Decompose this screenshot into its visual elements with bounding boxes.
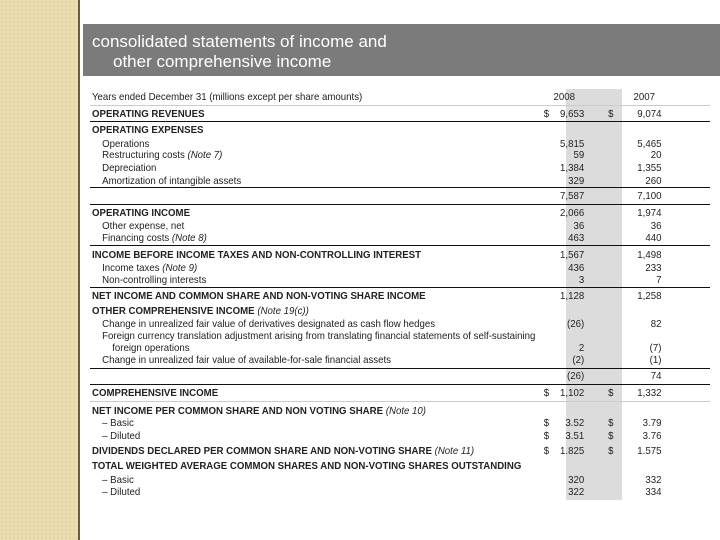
row-label-text: Financing costs <box>102 232 170 244</box>
row-label-text: foreign operations <box>112 342 190 354</box>
table-row <box>92 305 662 318</box>
title-line-1: consolidated statements of income and <box>92 32 387 51</box>
table-row <box>92 290 662 303</box>
value-2008: 5,815 <box>560 138 585 150</box>
value-2007: 1,258 <box>637 290 662 302</box>
row-label-text: Non-controlling interests <box>102 274 207 286</box>
value-2007: 9,074 <box>637 108 662 120</box>
row-label <box>92 290 426 303</box>
table-row <box>92 387 662 400</box>
table-row <box>92 232 662 245</box>
row-label-text: NET INCOME PER COMMON SHARE AND NON VOTING SHARE <box>92 405 384 417</box>
note-reference: (Note 9) <box>162 262 198 274</box>
rule-line <box>90 245 710 246</box>
row-label <box>102 430 140 443</box>
row-label <box>102 354 391 367</box>
row-label <box>102 162 156 175</box>
currency-2007: $ <box>608 387 614 399</box>
rule-line <box>90 204 710 205</box>
value-2008: 3.52 <box>565 417 585 429</box>
value-2007: 332 <box>645 474 662 486</box>
row-label-text: OTHER COMPREHENSIVE INCOME <box>92 305 255 317</box>
value-2008: (26) <box>567 370 585 382</box>
row-label-text: Other expense, net <box>102 220 185 232</box>
row-label <box>92 460 521 473</box>
table-row <box>92 190 662 203</box>
row-label <box>102 417 134 430</box>
value-2007: 1,974 <box>637 207 662 219</box>
value-2007: 233 <box>645 262 662 274</box>
table-row <box>92 162 662 175</box>
row-label-text: NET INCOME AND COMMON SHARE AND NON-VOTING SHARE INCOME <box>92 290 426 302</box>
row-label-text: OPERATING EXPENSES <box>92 124 204 136</box>
currency-2008: $ <box>543 108 550 120</box>
row-label-text: – Diluted <box>102 430 141 442</box>
value-2007: 1,355 <box>637 162 662 174</box>
rule-line <box>90 384 710 385</box>
row-label-text: TOTAL WEIGHTED AVERAGE COMMON SHARES AND NON-VOTING SHARES OUTSTANDING <box>92 460 522 472</box>
table-row <box>92 430 662 443</box>
table-row <box>92 124 662 137</box>
row-label <box>102 274 206 287</box>
row-label-text: OPERATING INCOME <box>92 207 191 219</box>
value-2007: 20 <box>650 149 662 161</box>
row-label <box>102 486 140 499</box>
value-2007: 1,332 <box>637 387 662 399</box>
value-2007: 36 <box>650 220 662 232</box>
note-reference: (Note 19(c)) <box>257 305 309 317</box>
currency-2007: $ <box>608 445 614 457</box>
value-2008: 329 <box>568 175 585 187</box>
value-2008: 7,587 <box>560 190 585 202</box>
value-2007: 260 <box>645 175 662 187</box>
value-2008: 320 <box>568 474 585 486</box>
table-row <box>92 249 662 262</box>
rule-line <box>90 105 710 106</box>
rule-line <box>90 287 710 288</box>
value-2008: 2,066 <box>560 207 585 219</box>
value-2008: 9,653 <box>560 108 585 120</box>
row-label <box>92 305 309 318</box>
row-label-text: – Basic <box>102 474 134 486</box>
row-label <box>102 232 207 245</box>
row-label-text: Depreciation <box>102 162 157 174</box>
value-2008: 1,567 <box>560 249 585 261</box>
rule-line <box>90 368 710 369</box>
value-2008: 1,102 <box>560 387 585 399</box>
value-2007: 74 <box>650 370 662 382</box>
value-2008: 3 <box>578 274 585 286</box>
row-label-text: Operations <box>102 138 150 150</box>
rule-line <box>90 121 710 122</box>
value-2007: 334 <box>645 486 662 498</box>
value-2008: (26) <box>567 318 585 330</box>
value-2008: 322 <box>568 486 585 498</box>
row-label-text: – Diluted <box>102 486 141 498</box>
value-2008: 3.51 <box>565 430 585 442</box>
table-row <box>92 370 662 383</box>
value-2008: 1,384 <box>560 162 585 174</box>
title-banner <box>83 24 720 76</box>
row-label <box>102 149 222 162</box>
value-2007: 82 <box>650 318 662 330</box>
row-label <box>92 124 203 137</box>
table-row <box>92 149 662 162</box>
row-label-text: Foreign currency translation adjustment arising from translating financial statements of self-sustaining <box>102 330 536 342</box>
value-2007: 1.575 <box>637 445 662 457</box>
table-row <box>92 274 662 287</box>
value-2007: 3.79 <box>642 417 662 429</box>
rule-line <box>90 401 710 402</box>
value-2008: 463 <box>568 232 585 244</box>
currency-2008: $ <box>543 417 550 429</box>
value-2008: 1.825 <box>560 445 585 457</box>
value-2008: (2) <box>572 354 585 366</box>
header-label: Years ended December 31 (millions except per share amounts) <box>92 91 363 103</box>
note-reference: (Note 10) <box>385 405 427 417</box>
table-row <box>92 460 662 473</box>
value-2007: 7,100 <box>637 190 662 202</box>
value-2007: 1,498 <box>637 249 662 261</box>
table-row <box>92 108 662 121</box>
value-2007: 440 <box>645 232 662 244</box>
header-2007: 2007 <box>633 91 656 103</box>
row-label-text: INCOME BEFORE INCOME TAXES AND NON-CONTROLLING INTEREST <box>92 249 421 261</box>
row-label <box>92 249 421 262</box>
row-label-text: Change in unrealized fair value of derivatives designated as cash flow hedges <box>102 318 436 330</box>
row-label-text: Income taxes <box>102 262 160 274</box>
currency-2007: $ <box>608 417 614 429</box>
table-row <box>92 207 662 220</box>
value-2007: 7 <box>656 274 662 286</box>
value-2008: 1,128 <box>560 290 585 302</box>
row-label-text: DIVIDENDS DECLARED PER COMMON SHARE AND NON-VOTING SHARE <box>92 445 432 457</box>
value-2007: (1) <box>649 354 662 366</box>
currency-2008: $ <box>543 430 550 442</box>
row-label <box>92 108 205 121</box>
row-label-text: OPERATING REVENUES <box>92 108 205 120</box>
value-2007: 5,465 <box>637 138 662 150</box>
value-2008: 36 <box>573 220 585 232</box>
note-reference: (Note 7) <box>187 149 223 161</box>
row-label <box>92 387 218 400</box>
table-header <box>92 91 662 104</box>
table-row <box>92 486 662 499</box>
row-label-text: Change in unrealized fair value of available-for-sale financial assets <box>102 354 392 366</box>
currency-2008: $ <box>543 445 550 457</box>
note-reference: (Note 8) <box>171 232 207 244</box>
table-row <box>92 354 662 367</box>
value-2008: 2 <box>578 342 585 354</box>
currency-2007: $ <box>608 430 614 442</box>
table-row <box>92 417 662 430</box>
value-2007: 3.76 <box>642 430 662 442</box>
table-row <box>92 445 662 458</box>
row-label <box>92 207 190 220</box>
value-2007: (7) <box>649 342 662 354</box>
header-2008: 2008 <box>553 91 575 103</box>
title-line-2: other comprehensive income <box>113 52 332 71</box>
currency-2007: $ <box>608 108 614 120</box>
value-2008: 436 <box>568 262 585 274</box>
row-label <box>92 445 474 458</box>
note-reference: (Note 11) <box>434 445 475 457</box>
row-label-text: COMPREHENSIVE INCOME <box>92 387 219 399</box>
row-label-text: Restructuring costs <box>102 149 185 161</box>
decorative-side-strip <box>0 0 80 540</box>
rule-line <box>90 187 710 188</box>
row-label-text: Amortization of intangible assets <box>102 175 242 187</box>
currency-2008: $ <box>543 387 550 399</box>
row-label-text: – Basic <box>102 417 134 429</box>
value-2008: 59 <box>573 149 585 161</box>
